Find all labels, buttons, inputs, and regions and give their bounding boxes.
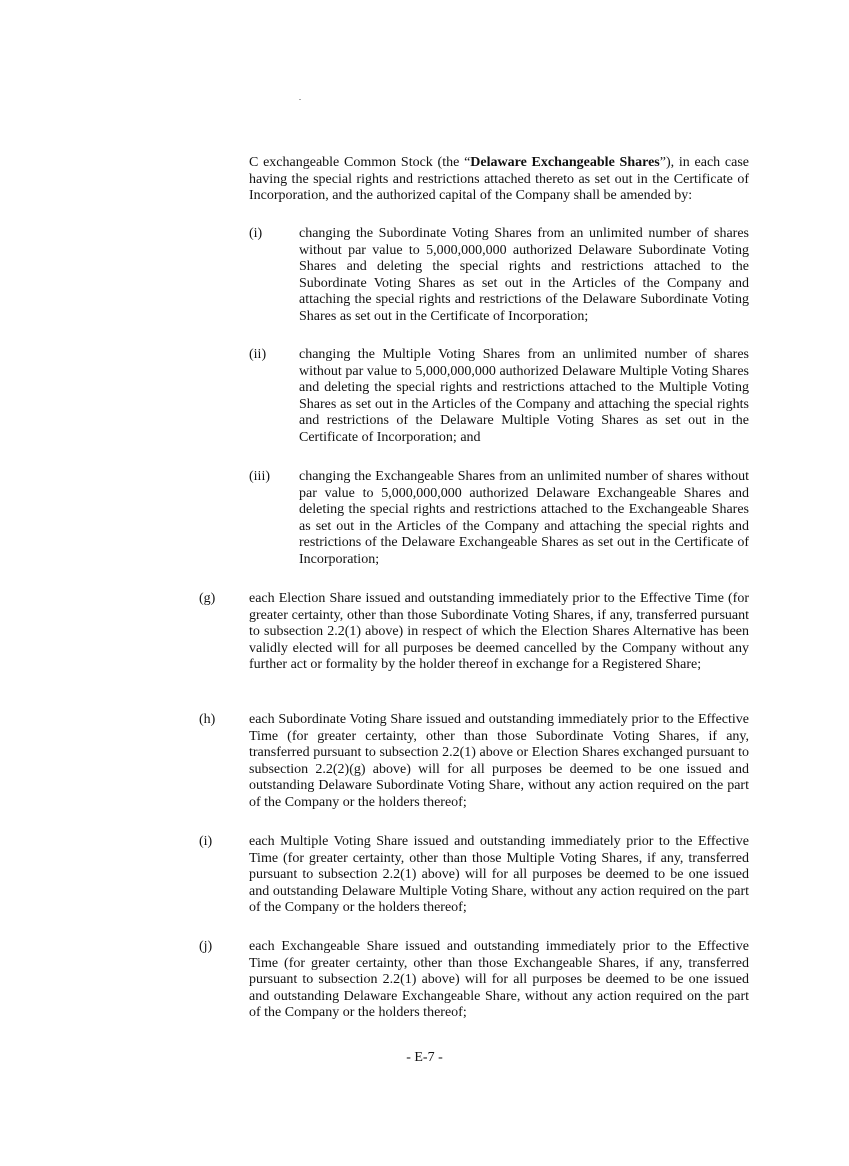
clause-label: (h) [199, 712, 216, 727]
defined-term: Delaware Exchangeable Shares [470, 155, 660, 170]
clause-text: changing the Multiple Voting Shares from an unlimited number of shares without par value to 5,000,000,000 authorized Delaware Multiple Voting Shares and deleting the special rights and restrictions attached to the Multiple Voting Shares as set out in the Articles of the Company and attaching the special rights and restrictions of the Delaware Multiple Voting Shares as set out in the Certificate of Incorporation; and [299, 347, 749, 445]
clause-label: (j) [199, 939, 213, 954]
lead-post: ”), in each case having the special rights and restrictions attached thereto as set out in the Certificate of Incorporation, and the authorized capital of the Company shall be amended by: [249, 155, 750, 204]
lead-pre: C exchangeable Common Stock (the “ [249, 155, 471, 170]
clause-label: (g) [199, 591, 216, 606]
clause-label: (i) [249, 226, 263, 241]
header-mark: . [299, 93, 301, 102]
clause-label: (ii) [249, 347, 267, 362]
page-number: - E-7 - [406, 1050, 443, 1065]
clause-text: each Multiple Voting Share issued and outstanding immediately prior to the Effective Time (for greater certainty, other than those Multiple Voting Shares, if any, transferred pursuant to subsection 2.2(1) above) will for all purposes be deemed to be one issued and outstanding Delaware Multiple Voting Share, without any action required on the part of the Company or the holders thereof; [249, 834, 749, 916]
clause-text: changing the Exchangeable Shares from an unlimited number of shares without par value to 5,000,000,000 authorized Delaware Exchangeable Shares and deleting the special rights and restrictions attached to the Exchangeable Shares as set out in the Articles of the Company and attaching the special rights and restrictions of the Delaware Exchangeable Shares as set out in the Certificate of Incorporation; [299, 469, 749, 567]
clause-label: (i) [199, 834, 213, 849]
lead-paragraph [249, 155, 749, 205]
clause-text: each Subordinate Voting Share issued and outstanding immediately prior to the Effective Time (for greater certainty, other than those Subordinate Voting Shares, if any, transferred pursuant to subsection 2.2(1) above or Election Shares exchanged pursuant to subsection 2.2(2)(g) above) will for all purposes be deemed to be one issued and outstanding Delaware Subordinate Voting Share, without any action required on the part of the Company or the holders thereof; [249, 712, 749, 810]
clause-text: each Exchangeable Share issued and outstanding immediately prior to the Effective Time (for greater certainty, other than those Exchangeable Shares, if any, transferred pursuant to subsection 2.2(1) above) will for all purposes be deemed to be one issued and outstanding Delaware Exchangeable Share, without any action required on the part of the Company or the holders thereof; [249, 939, 749, 1021]
clause-text: changing the Subordinate Voting Shares from an unlimited number of shares without par value to 5,000,000,000 authorized Delaware Subordinate Voting Shares and deleting the special rights and restrictions attached to the Subordinate Voting Shares as set out in the Articles of the Company and attaching the special rights and restrictions of the Delaware Subordinate Voting Shares as set out in the Certificate of Incorporation; [299, 226, 749, 324]
clause-text: each Election Share issued and outstanding immediately prior to the Effective Time (for greater certainty, other than those Subordinate Voting Shares, if any, transferred pursuant to subsection 2.2(1) above) in respect of which the Election Shares Alternative has been validly elected will for all purposes be deemed cancelled by the Company without any further act or formality by the holder thereof in exchange for a Registered Share; [249, 591, 749, 673]
clause-label: (iii) [249, 469, 270, 484]
